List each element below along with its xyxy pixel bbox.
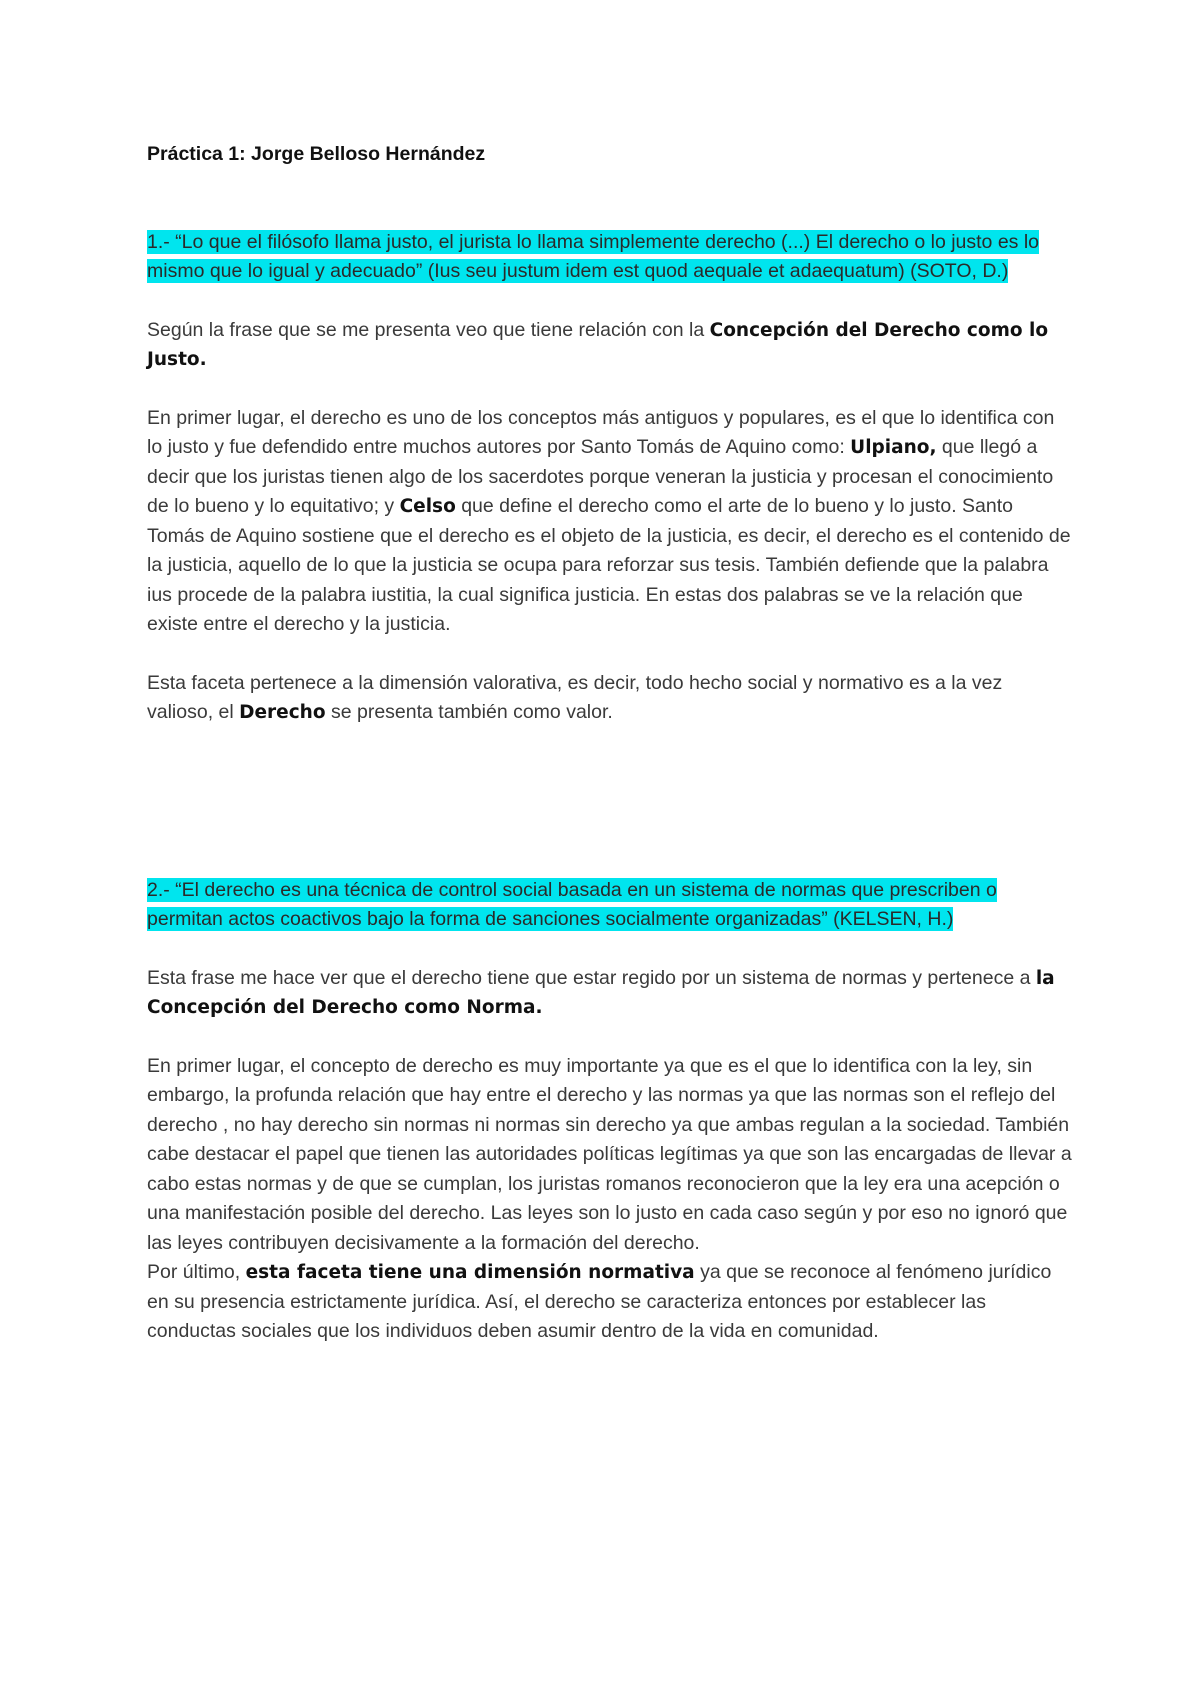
text-span: Esta faceta pertenece a la dimensión valorativa, es decir, todo hecho social y normativo es a la vez valioso, el bbox=[147, 671, 1003, 723]
quote-1 bbox=[147, 228, 1072, 287]
text-span: En primer lugar, el derecho es uno de los conceptos más antiguos y populares, es el que lo identifica con lo justo y fue defendido entre muchos autores por Santo Tomás de Aquino como: bbox=[147, 406, 1055, 458]
bold-concept: la Concepción del Derecho como Norma. bbox=[147, 967, 1055, 1018]
section2-paragraph-2: En primer lugar, el concepto de derecho es muy importante ya que es el que lo identifica con la ley, sin embargo, la profunda relación que hay entre el derecho y las normas ya que las normas son el reflejo del derecho , no hay derecho sin normas ni normas sin derecho ya que ambas regulan a la sociedad. También cabe destacar el papel que tienen las autoridades políticas legítimas ya que son las encargadas de llevar a cabo estas normas y de que se cumplan, los juristas romanos reconocieron que la ley era una acepción o una manifestación posible del derecho. Las leyes son lo justo en cada caso según y por eso no ignoró que las leyes contribuyen decisivamente a la formación del derecho. bbox=[147, 1054, 1072, 1254]
bold-name-ulpiano: Ulpiano, bbox=[850, 437, 937, 458]
text-span: Por último, bbox=[147, 1261, 246, 1283]
section2-paragraph-1 bbox=[147, 964, 1072, 1023]
text-span: ya que se reconoce al fenómeno jurídico en su presencia estrictamente jurídica. Así, el derecho se caracteriza entonces por establecer las conductas sociales que los individuos deben asumir dentro de la vida en comunidad. bbox=[147, 1261, 1052, 1342]
text-span: Esta frase me hace ver que el derecho tiene que estar regido por un sistema de normas y pertenece a bbox=[147, 966, 1036, 989]
section1-paragraph-1 bbox=[147, 316, 1072, 375]
quote-2-highlight: 2.- “El derecho es una técnica de control social basada en un sistema de normas que prescriben o permitan actos coactivos bajo la forma de sanciones socialmente organizadas” (KELSEN, H.) bbox=[147, 878, 997, 930]
text-span: se presenta también como valor. bbox=[325, 701, 613, 723]
section2-paragraph-3 bbox=[147, 1258, 1072, 1347]
section1-paragraph-2 bbox=[147, 404, 1072, 640]
text-span: que define el derecho como el arte de lo bueno y lo justo. Santo Tomás de Aquino sostiene que el derecho es el objeto de la justicia, es decir, el derecho es el contenido de la justicia, aquello de lo que la justicia se ocupa para reforzar sus tesis. También defiende que la palabra ius procede de la palabra iustitia, la cual significa justicia. En estas dos palabras se ve la relación que existe entre el derecho y la justicia. bbox=[147, 495, 1071, 635]
text-span: que llegó a decir que los juristas tienen algo de los sacerdotes porque veneran la justicia y procesan el conocimiento de lo bueno y lo equitativo; y bbox=[147, 436, 1054, 517]
document-title: Práctica 1: Jorge Belloso Hernández bbox=[147, 143, 486, 165]
quote-2 bbox=[147, 876, 1072, 935]
text-span: Según la frase que se me presenta veo que tiene relación con la bbox=[147, 318, 710, 341]
quote-1-highlight: 1.- “Lo que el filósofo llama justo, el jurista lo llama simplemente derecho (...) El derecho o lo justo es lo mismo que lo igual y adecuado” (Ius seu justum idem est quod aequale et adaequatum) (SOTO, D.) bbox=[147, 230, 1040, 282]
bold-concept: Concepción del Derecho como lo Justo. bbox=[147, 319, 1049, 370]
document-page bbox=[147, 140, 1072, 1347]
bold-derecho: Derecho bbox=[239, 702, 326, 723]
section1-paragraph-3 bbox=[147, 669, 1072, 728]
bold-dimension: esta faceta tiene una dimensión normativa bbox=[245, 1262, 695, 1283]
bold-name-celso: Celso bbox=[399, 496, 456, 517]
